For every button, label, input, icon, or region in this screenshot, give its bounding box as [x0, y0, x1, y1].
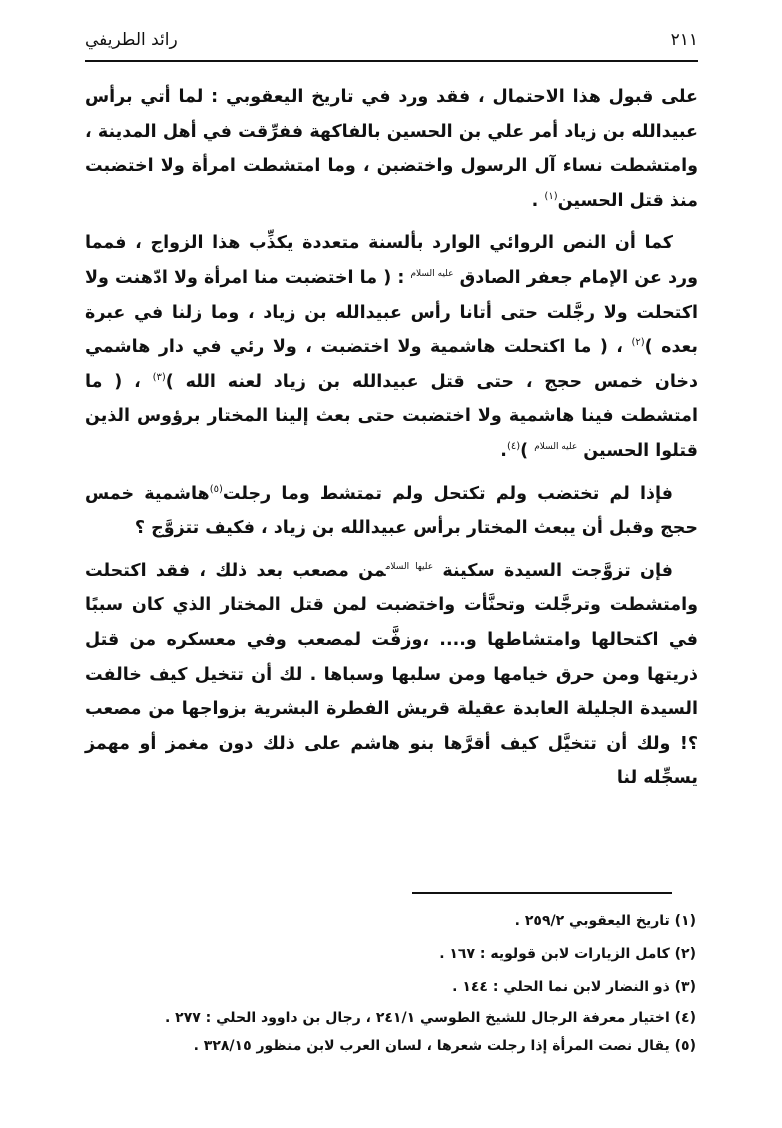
footnote-4: (٤) اختيار معرفة الرجال للشيخ الطوسي ٢٤١/١ ، رجال بن داوود الحلي : ٢٧٧ .	[164, 1010, 696, 1026]
paragraph-4	[85, 554, 698, 796]
paragraph-text: : ( ما اختضبت منا امرأة ولا ادّهنت ولا اكتحلت ولا رجَّلت حتى أتانا رأس عبيدالله بن زياد ، وما زلنا في عبرة بعده )	[85, 267, 698, 358]
footnote-2: (٢) كامل الزيارات لابن قولويه : ١٦٧ .	[439, 946, 696, 962]
paragraph-text: كما أن النص الروائي الوارد بألسنة متعددة يكذِّب هذا الزواج ، فمما ورد عن الإمام جعفر الصادق	[85, 233, 699, 288]
paragraph-text: )	[520, 440, 535, 461]
footnote-3: (٣) ذو النضار لابن نما الحلي : ١٤٤ .	[452, 979, 696, 995]
running-title: رائد الطريفي	[85, 30, 178, 50]
header-rule	[85, 60, 698, 62]
paragraph-text: ، ( ما امتشطت فينا هاشمية ولا اختضبت حتى بعث إلينا المختار برؤوس الذين قتلوا الحسين	[85, 371, 698, 461]
footnote-ref-5[interactable]: (٥)	[209, 483, 223, 495]
page-header	[85, 26, 698, 62]
footnote-ref-4[interactable]: (٤)	[506, 441, 521, 453]
footnote-1: (١) تاريخ اليعقوبي ٢٥٩/٢ .	[514, 913, 696, 929]
paragraph-text: على قبول هذا الاحتمال ، فقد ورد في تاريخ اليعقوبي : لما أتي برأس عبيدالله بن زياد أمر علي بن الحسين بالفاكهة ففرِّقت في أهل المدينة ، وامتشطت نساء آل الرسول واختضبن ، وما امتشطت امرأة ولا اختضبت منذ قتل الحسين	[85, 87, 698, 211]
honorific-icon: عليه السلام	[410, 269, 454, 280]
paragraph-text: ، ( ما اكتحلت هاشمية ولا اختضبت ، ولا رئي في دار هاشمي دخان خمس حجج ، حتى قتل عبيدالله بن زياد لعنه الله )	[85, 337, 698, 392]
footnote-5: (٥) يقال نصت المرأة إذا رجلت شعرها ، لسان العرب لابن منظور ٣٢٨/١٥ .	[193, 1038, 696, 1054]
footnote-separator	[412, 892, 672, 894]
paragraph-tail: .	[531, 190, 545, 211]
paragraph-text: فإذا لم تختضب ولم تكتحل ولم تمتشط وما رجلت	[222, 483, 673, 504]
honorific-icon: عليها السلام	[385, 561, 434, 572]
footnotes	[85, 905, 696, 1060]
paragraph-2	[85, 226, 698, 468]
paragraph-text: هاشمية خمس حجج وقبل أن يبعث المختار برأس عبيدالله بن زياد ، فكيف تتزوَّج ؟	[85, 483, 698, 539]
footnote-ref-2[interactable]: (٢)	[631, 337, 645, 349]
footnote-ref-1[interactable]: (١)	[544, 190, 558, 202]
paragraph-text: من مصعب بعد ذلك ، فقد اكتحلت وامتشطت وترجَّلت وتحنَّأت واختضبت لمن قتل المختار الذي كان سببًا في اكتحالها وامتشاطها و.... ،وزفَّت لمصعب وفي معسكره من قتل ذريتها ومن حرق خيامها ومن سلبها وسباها . لك أن تتخيل كيف خالفت السيدة الجليلة العابدة عقيلة قريش الفطرة البشرية بزواجها من مصعب ؟! ولك أن تتخيَّل كيف أقرَّها بنو هاشم على ذلك دون مغمز أو مهمز يسجِّله لنا	[85, 560, 698, 789]
paragraph-text: فإن تزوَّجت السيدة سكينة	[433, 560, 674, 581]
paragraph-3	[85, 477, 698, 546]
footnote-ref-3[interactable]: (٣)	[152, 371, 166, 383]
main-text	[85, 80, 698, 804]
page-number: ٢١١	[670, 30, 698, 50]
paragraph-text: .	[500, 440, 507, 461]
honorific-icon: عليه السلام	[534, 442, 578, 453]
paragraph-1	[85, 80, 698, 218]
